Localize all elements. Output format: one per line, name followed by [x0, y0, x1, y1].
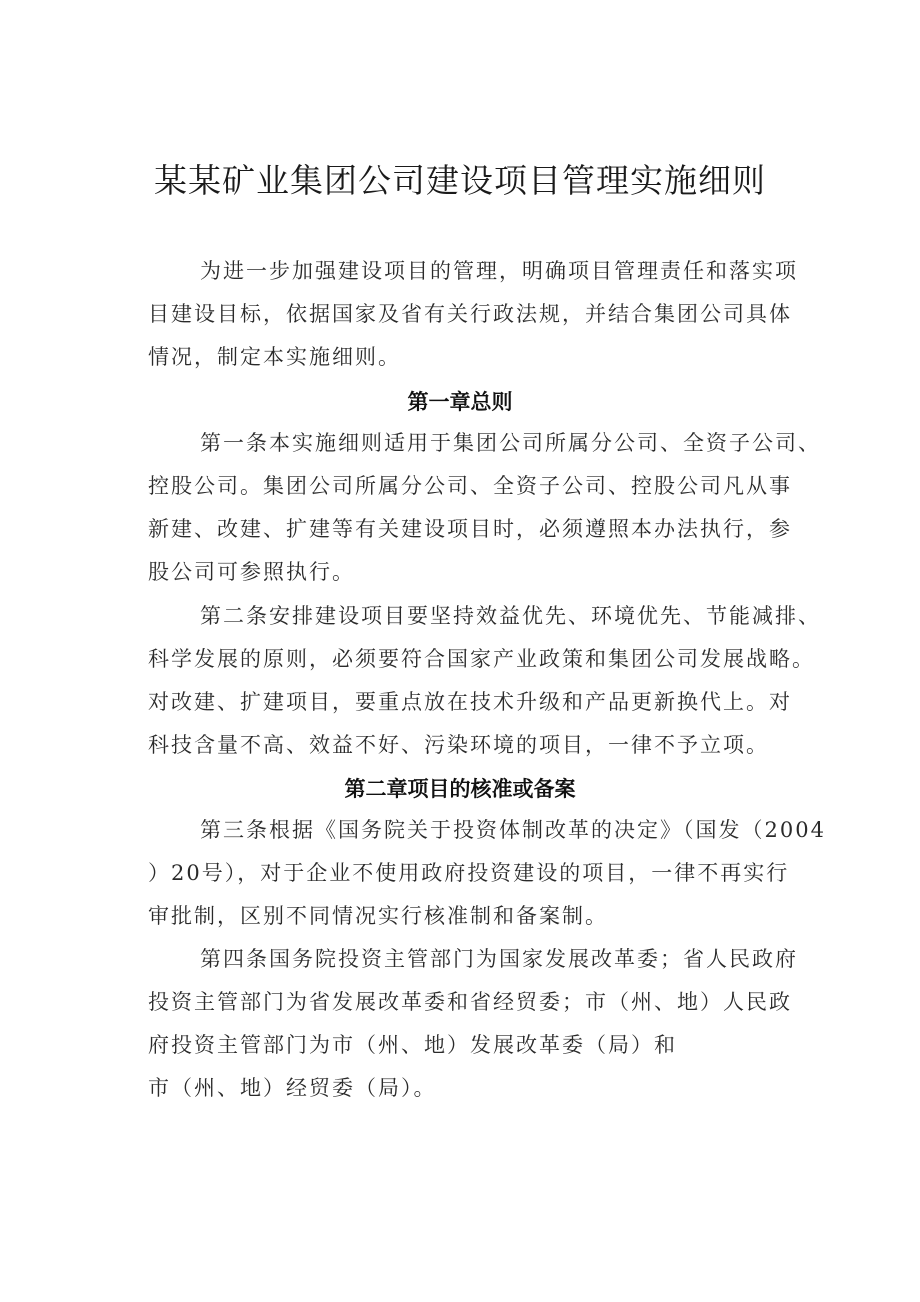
paragraph-line: 第三条根据《国务院关于投资体制改革的决定》（国发（2004: [200, 818, 826, 842]
paragraph-line: 投资主管部门为省发展改革委和省经贸委；市（州、地）人民政: [148, 990, 792, 1014]
paragraph-line: 目建设目标，依据国家及省有关行政法规，并结合集团公司具体: [148, 302, 792, 326]
paragraph-line: 审批制，区别不同情况实行核准制和备案制。: [148, 904, 608, 928]
paragraph-line: 府投资主管部门为市（州、地）发展改革委（局）和: [148, 1033, 677, 1057]
chapter-1-heading: 第一章总则: [407, 390, 513, 414]
paragraph-line: 情况，制定本实施细则。: [148, 345, 401, 369]
paragraph-line: 科技含量不高、效益不好、污染环境的项目，一律不予立项。: [148, 733, 769, 757]
paragraph-line: 新建、改建、扩建等有关建设项目时，必须遵照本办法执行，参: [148, 517, 792, 541]
paragraph-line: 第二条安排建设项目要坚持效益优先、环境优先、节能减排、: [200, 604, 821, 628]
paragraph-line: 股公司可参照执行。: [148, 560, 355, 584]
paragraph-line: 对改建、扩建项目，要重点放在技术升级和产品更新换代上。对: [148, 690, 792, 714]
paragraph-line: 科学发展的原则，必须要符合国家产业政策和集团公司发展战略。: [148, 647, 815, 671]
paragraph-line: 第四条国务院投资主管部门为国家发展改革委；省人民政府: [200, 947, 798, 971]
paragraph-line: 控股公司。集团公司所属分公司、全资子公司、控股公司凡从事: [148, 474, 792, 498]
paragraph-line: 市（州、地）经贸委（局）。: [148, 1076, 437, 1100]
document-title: 某某矿业集团公司建设项目管理实施细则: [154, 161, 766, 200]
paragraph-line: 为进一步加强建设项目的管理，明确项目管理责任和落实项: [200, 259, 798, 283]
chapter-2-heading: 第二章项目的核准或备案: [344, 777, 576, 801]
paragraph-line: ）20号），对于企业不使用政府投资建设的项目，一律不再实行: [148, 861, 790, 885]
paragraph-line: 第一条本实施细则适用于集团公司所属分公司、全资子公司、: [200, 431, 821, 455]
